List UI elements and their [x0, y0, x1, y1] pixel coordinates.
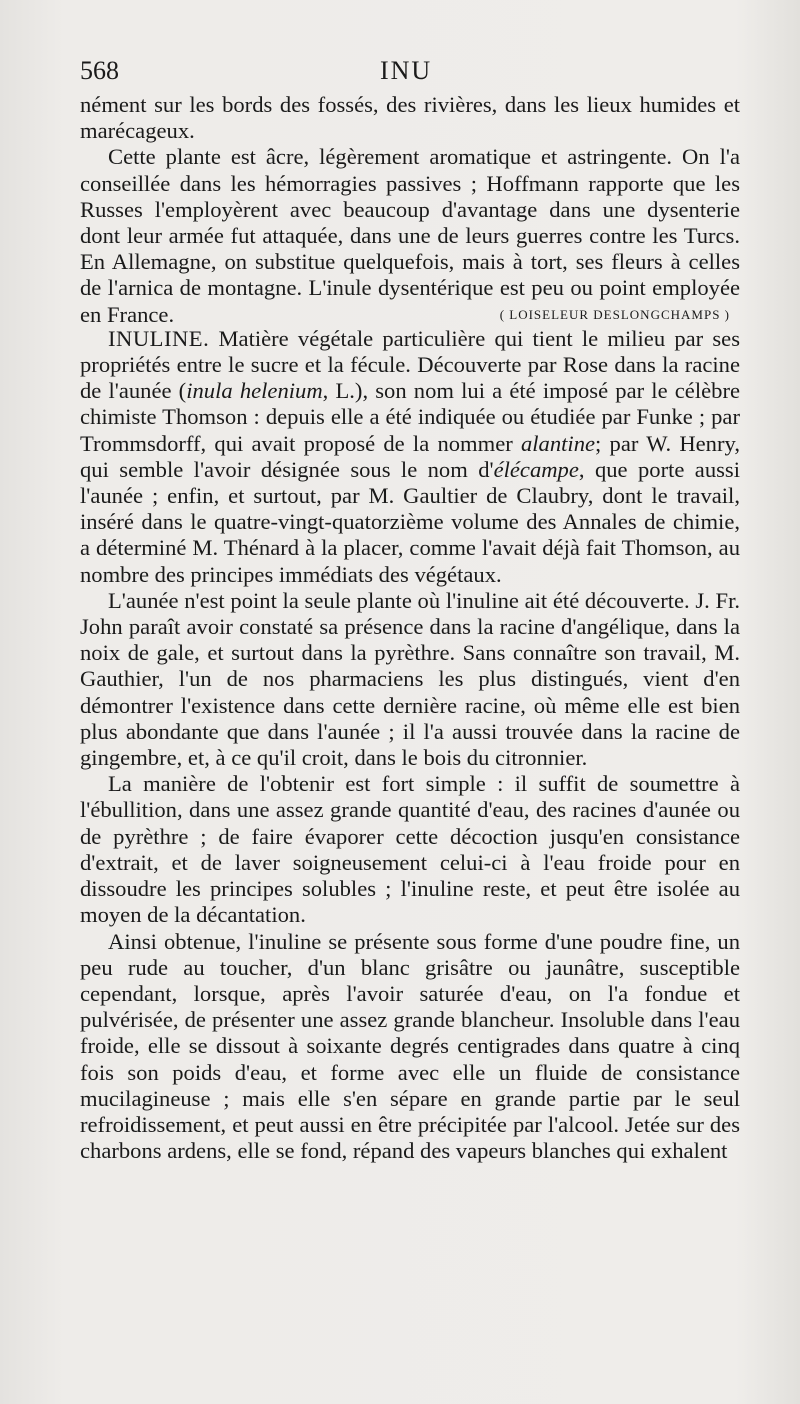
entry-inuline — [80, 326, 740, 588]
body-text — [80, 92, 740, 1164]
entry-text-d: , que porte aussi l'aunée ; enfin, et surtout, par M. Gaultier de Claubry, dont le travail, inséré dans le quatre-vingt-quatorzième volume des Annales de chimie, a déterminé M. Thénard à la placer, comme l'avait déjà fait Thomson, au nombre des principes immédiats des végétaux. — [80, 456, 740, 587]
entry-headword: INULINE. — [108, 325, 210, 351]
paragraph-continuation: nément sur les bords des fossés, des rivières, dans les lieux humides et marécageux. — [80, 92, 740, 144]
paragraph-preparation: La manière de l'obtenir est fort simple : il suffit de soumettre à l'ébullition, dans une assez grande quantité d'eau, des racines d'aunée ou de pyrèthre ; de faire évaporer cette décoction jusqu'en consistance d'extrait, et de laver soigneusement celui-ci à l'eau froide pour en dissoudre les principes solubles ; l'inuline reste, et peut être isolée au moyen de la décantation. — [80, 771, 740, 928]
entry-text-a: Matière végétale particulière qui tient le milieu par ses propriétés entre le sucre et la fécule. Découverte par Rose dans la racine de l'aunée ( — [80, 325, 740, 404]
paragraph-properties: Ainsi obtenue, l'inuline se présente sous forme d'une poudre fine, un peu rude au toucher, d'un blanc grisâtre ou jaunâtre, susceptible cependant, lorsque, après l'avoir saturée d'eau, on l'a fondue et pulvérisée, de présenter une assez grande blancheur. Insoluble dans l'eau froide, elle se dissout à soixante degrés centigrades dans quatre à cinq fois son poids d'eau, et forme avec elle un fluide de consistance mucilagineuse ; mais elle s'en sépare en grande partie par le seul refroidissement, et peut aussi en être précipitée par l'alcool. Jetée sur des charbons ardens, elle se fond, répand des vapeurs blanches qui exhalent — [80, 928, 740, 1164]
author-signature: ( LOISELEUR DESLONGCHAMPS ) — [499, 306, 730, 322]
term-alantine: alantine — [520, 430, 596, 456]
page-number: 568 — [80, 56, 119, 85]
entry-text-b: , L.), son nom lui a été imposé par le célèbre chimiste Thomson : depuis elle a été indiquée ou étudiée par Funke ; par Trommsdorff, qui avait proposé de la nommer — [80, 378, 740, 456]
paragraph-discovery: L'aunée n'est point la seule plante où l'inuline ait été découverte. J. Fr. John paraît avoir constaté sa présence dans la racine d'angélique, dans la noix de gale, et surtout dans la pyrèthre. Sans connaître son travail, M. Gauthier, l'un de nos pharmaciens les plus distingués, vient d'en démontrer l'existence dans cette dernière racine, où même elle est bien plus abondante que dans l'aunée ; il l'a aussi trouvée dans la racine de gingembre, et, à ce qu'il croit, dans le bois du citronnier. — [80, 587, 740, 771]
latin-name: inula helenium — [186, 378, 323, 404]
running-head: INU — [380, 56, 433, 85]
term-elecampe: élécampe — [493, 456, 579, 482]
entry-text-c: ; par W. Henry, qui semble l'avoir désignée sous le nom d' — [80, 430, 740, 482]
page-header — [80, 56, 740, 90]
paragraph-plant-properties: Cette plante est âcre, légèrement aromatique et astringente. On l'a conseillée dans les hémorragies passives ; Hoffmann rapporte que les Russes l'employèrent avec beaucoup d'avantage dans une dysenterie dont leur armée fut attaquée, dans une de leurs guerres contre les Turcs. En Allemagne, on substitue quelquefois, mais à tort, ses fleurs à celles de l'arnica de montagne. L'inule dysentérique est peu ou point employée en France. — [80, 144, 740, 327]
